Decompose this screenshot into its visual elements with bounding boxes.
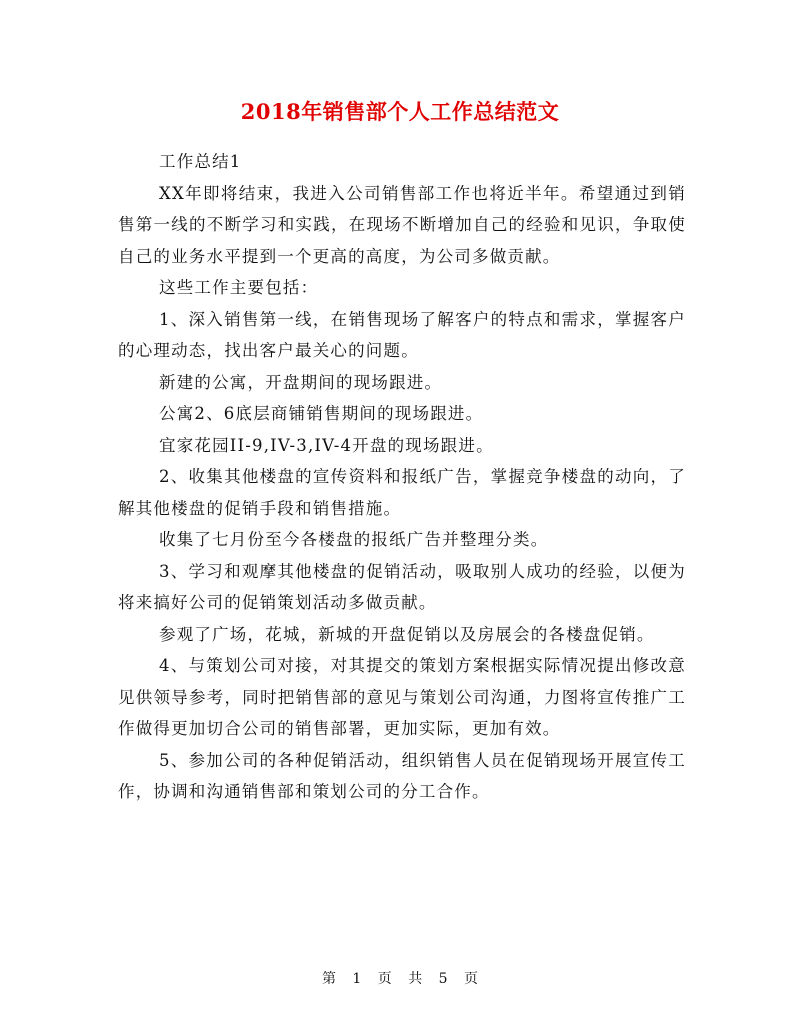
paragraph: XX年即将结束，我进入公司销售部工作也将近半年。希望通过到销售第一线的不断学习和实践，在现场不断增加自己的经验和见识，争取使自己的业务水平提到一个更高的高度，为公司多做贡献。	[118, 183, 686, 266]
paragraph: 2、收集其他楼盘的宣传资料和报纸广告，掌握竞争楼盘的动向，了解其他楼盘的促销手段和销售措施。	[118, 467, 686, 518]
total-label: 共	[408, 971, 423, 987]
paragraph: 5、参加公司的各种促销活动，组织销售人员在促销现场开展宣传工作，协调和沟通销售部和策划公司的分工合作。	[118, 750, 686, 801]
paragraph: 参观了广场，花城，新城的开盘促销以及房展会的各楼盘促销。	[159, 624, 655, 644]
paragraph: 1、深入销售第一线，在销售现场了解客户的特点和需求，掌握客户的心理动态，找出客户最关心的问题。	[118, 309, 686, 360]
paragraph: 4、与策划公司对接，对其提交的策划方案根据实际情况提出修改意见供领导参考，同时把销售部的意见与策划公司沟通，力图将宣传推广工作做得更加切合公司的销售部署，更加实际，更加有效。	[118, 656, 686, 738]
paragraph: 公寓2、6底层商铺销售期间的现场跟进。	[159, 404, 484, 423]
document-title: 2018年销售部个人工作总结范文	[240, 99, 560, 124]
paragraph: 收集了七月份至今各楼盘的报纸广告并整理分类。	[159, 530, 549, 549]
page-label-mid: 页	[377, 971, 392, 987]
document-body	[118, 146, 686, 808]
paragraph: 新建的公寓，开盘期间的现场跟进。	[159, 372, 443, 392]
paragraph: 宜家花园II-9,IV-3,IV-4开盘的现场跟进。	[159, 435, 494, 455]
paragraph: 3、学习和观摩其他楼盘的促销活动，吸取别人成功的经验，以便为将来搞好公司的促销策划活动多做贡献。	[118, 561, 686, 612]
paragraph: 这些工作主要包括：	[159, 278, 319, 297]
page-footer	[0, 968, 800, 988]
paragraph: 工作总结1	[159, 152, 242, 171]
total-pages-number: 5	[438, 971, 448, 987]
current-page-number: 1	[352, 971, 362, 987]
page-label-suffix: 页	[464, 971, 479, 987]
page-label-prefix: 第	[321, 971, 336, 987]
